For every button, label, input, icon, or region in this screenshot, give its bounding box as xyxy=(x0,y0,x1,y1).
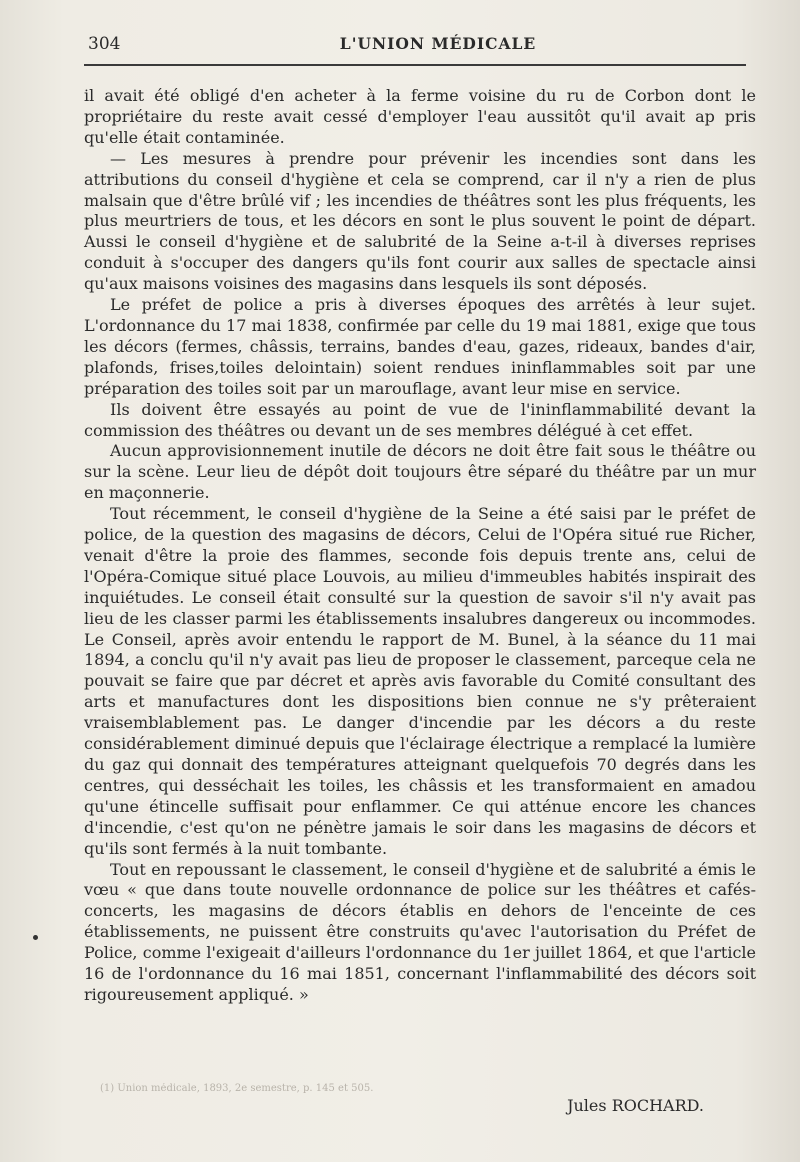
page-header xyxy=(88,32,748,58)
paragraph-continuation: il avait été obligé d'en acheter à la ferme voisine du ru de Corbon dont le propriétaire du reste avait cessé d'employer l'eau aussitôt qu'il avait ap pris qu'elle était contaminée. xyxy=(84,86,756,147)
running-title: L'UNION MÉDICALE xyxy=(339,34,537,53)
paragraph-council-wish: Tout en repoussant le classement, le conseil d'hygiène et de salubrité a émis le vœu « que dans toute nouvelle ordonnance de police sur les théâtres et cafés-concerts, les magasins de décors établis en dehors de l'enceinte de ces établissements, ne puissent être construits qu'avec l'autorisation du Préfet de Police, comme l'exigeait d'ailleurs l'ordonnance du 1er juillet 1864, et que l'article 16 de l'ordonnance du 16 mai 1851, concernant l'inflammabilité des décors soit rigoureusement appliqué. » xyxy=(84,859,756,1004)
paragraph-fire-measures: — Les mesures à prendre pour prévenir les incendies sont dans les attributions du conseil d'hygiène et cela se comprend, car il n'y a rien de plus malsain que d'être brûlé vif ; les incendies de théâtres sont les plus fréquents, les plus meurtriers de tous, et les décors en sont le plus souvent le point de départ. Aussi le conseil d'hygiène et de salubrité de la Seine a-t-il à diverses reprises conduit à s'occuper des dangers qu'ils font courir aux salles de spectacle ainsi qu'aux maisons voisines des magasins dans lesquels ils sont déposés. xyxy=(84,148,756,294)
bleed-through-text: (1) Union médicale, 1893, 2e semestre, p. 145 et 505. xyxy=(100,1083,374,1094)
page-number: 304 xyxy=(88,34,121,54)
paragraph-testing: Ils doivent être essayés au point de vue de l'ininflammabilité devant la commission des théâtres ou devant un de ses membres délégué à cet effet. xyxy=(84,399,756,440)
header-rule xyxy=(84,64,746,66)
paragraph-recent-events: Tout récemment, le conseil d'hygiène de la Seine a été saisi par le préfet de police, de la question des magasins de décors, Celui de l'Opéra situé rue Richer, venait d'être la proie des flammes, seconde fois depuis trente ans, celui de l'Opéra-Comique situé place Louvois, au milieu d'immeubles habités inspirait des inquiétudes. Le conseil était consulté sur la question de savoir s'il n'y avait pas lieu de les classer parmi les établissements insalubres dangereux ou incommodes. Le Conseil, après avoir entendu le rapport de M. Bunel, à la séance du 11 mai 1894, a conclu qu'il n'y avait pas lieu de proposer le classement, parceque cela ne pouvait se faire que par décret et après avis favorable du Comité consultant des arts et manufactures dont les dispositions bien connue ne s'y prêteraient vraisemblablement pas. Le danger d'incendie par les décors a du reste considérablement diminué depuis que l'éclairage électrique a remplacé la lumière du gaz qui donnait des températures atteignant quelquefois 70 degrés dans les centres, qui desséchait les toiles, les châssis et les transformaient en amadou qu'une étincelle suffisait pour enflammer. Ce qui atténue encore les chances d'incendie, c'est qu'on ne pénètre jamais le soir dans les magasins de décors et qu'ils sont fermés à la nuit tombante. xyxy=(84,504,756,858)
article-body xyxy=(84,86,756,1006)
paragraph-prefect-orders: Le préfet de police a pris à diverses époques des arrêtés à leur sujet. L'ordonnance du 17 mai 1838, confirmée par celle du 19 mai 1881, exige que tous les décors (fermes, châssis, terrains, bandes d'eau, gazes, rideaux, bandes d'air, plafonds, frises,toiles delointain) soient rendues ininflammables soit par une préparation des toiles soit par un marouflage, avant leur mise en service. xyxy=(84,295,756,398)
author-signature xyxy=(567,1096,704,1115)
author-first-name: Jules xyxy=(567,1096,607,1115)
paragraph-storage: Aucun approvisionnement inutile de décors ne doit être fait sous le théâtre ou sur la scène. Leur lieu de dépôt doit toujours être séparé du théâtre par un mur en maçonnerie. xyxy=(84,441,756,503)
author-last-name: ROCHARD. xyxy=(611,1096,704,1115)
margin-mark xyxy=(33,935,38,940)
